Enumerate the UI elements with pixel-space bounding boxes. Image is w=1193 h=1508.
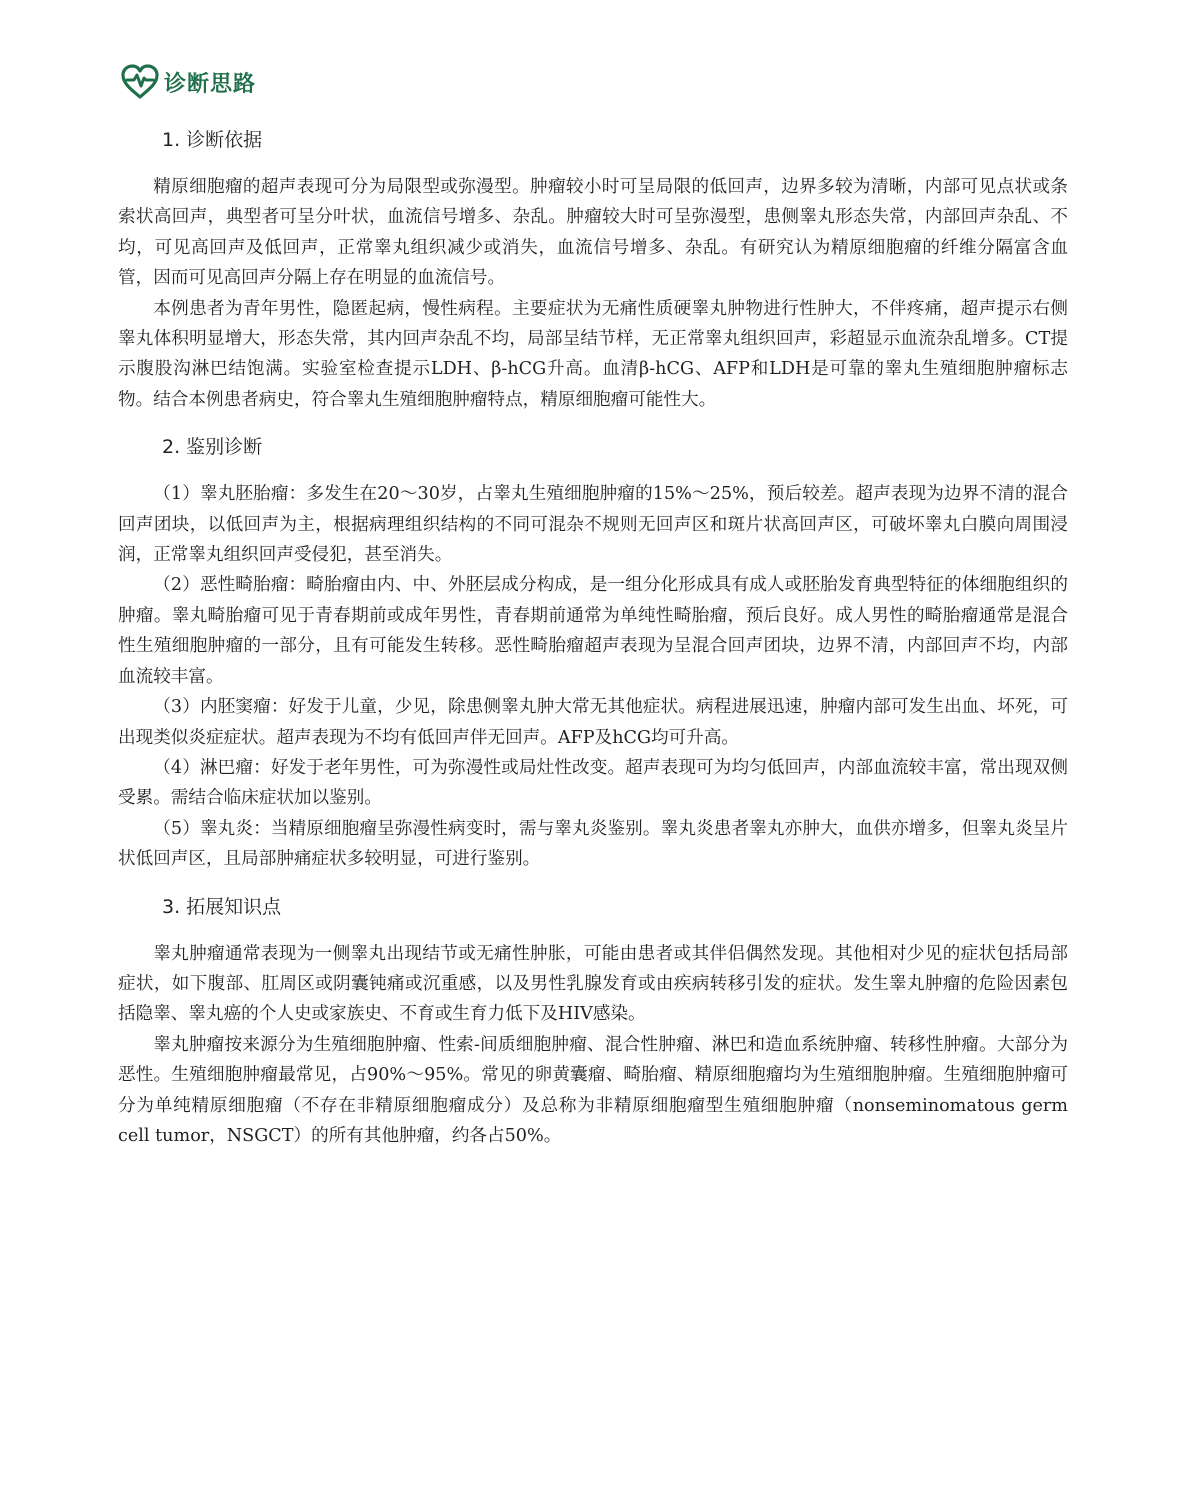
paragraph: 本例患者为青年男性，隐匿起病，慢性病程。主要症状为无痛性质硬睾丸肿物进行性肿大，不伴疼痛，超声提示右侧睾丸体积明显增大，形态失常，其内回声杂乱不均，局部呈结节样，无正常睾丸组织回声，彩超显示血流杂乱增多。CT提示腹股沟淋巴结饱满。实验室检查提示LDH、β-hCG升高。血清β-hCG、AFP和LDH是可靠的睾丸生殖细胞肿瘤标志物。结合本例患者病史，符合睾丸生殖细胞肿瘤特点，精原细胞瘤可能性大。 — [118, 298, 1068, 410]
page-title: 诊断思路 — [164, 71, 257, 97]
paragraph: （3）内胚窦瘤：好发于儿童，少见，除患侧睾丸肿大常无其他症状。病程进展迅速，肿瘤内部可发生出血、坏死，可出现类似炎症症状。超声表现为不均有低回声伴无回声。AFP及hCG均可升高。 — [118, 697, 1068, 748]
page-header — [120, 62, 256, 102]
paragraph: （1）睾丸胚胎瘤：多发生在20～30岁，占睾丸生殖细胞肿瘤的15%～25%，预后较差。超声表现为边界不清的混合回声团块，以低回声为主，根据病理组织结构的不同可混杂不规则无回声区和斑片状高回声区，可破坏睾丸白膜向周围浸润，正常睾丸组织回声受侵犯，甚至消失。 — [118, 484, 1068, 566]
paragraph: （2）恶性畸胎瘤：畸胎瘤由内、中、外胚层成分构成，是一组分化形成具有成人或胚胎发育典型特征的体细胞组织的肿瘤。睾丸畸胎瘤可见于青春期前或成年男性，青春期前通常为单纯性畸胎瘤，预后良好。成人男性的畸胎瘤通常是混合性生殖细胞肿瘤的一部分，且有可能发生转移。恶性畸胎瘤超声表现为呈混合回声团块，边界不清，内部回声不均，内部血流较丰富。 — [118, 575, 1068, 687]
paragraph: 精原细胞瘤的超声表现可分为局限型或弥漫型。肿瘤较小时可呈局限的低回声，边界多较为清晰，内部可见点状或条索状高回声，典型者可呈分叶状，血流信号增多、杂乱。肿瘤较大时可呈弥漫型，患侧睾丸形态失常，内部回声杂乱、不均，可见高回声及低回声，正常睾丸组织减少或消失，血流信号增多、杂乱。有研究认为精原细胞瘤的纤维分隔富含血管，因而可见高回声分隔上存在明显的血流信号。 — [118, 177, 1068, 289]
section-heading: 3. 拓展知识点 — [162, 895, 282, 918]
document-body — [118, 118, 1068, 1161]
paragraph: （5）睾丸炎：当精原细胞瘤呈弥漫性病变时，需与睾丸炎鉴别。睾丸炎患者睾丸亦肿大，血供亦增多，但睾丸炎呈片状低回声区，且局部肿痛症状多较明显，可进行鉴别。 — [118, 818, 1068, 870]
paragraph: 睾丸肿瘤通常表现为一侧睾丸出现结节或无痛性肿胀，可能由患者或其伴侣偶然发现。其他相对少见的症状包括局部症状，如下腹部、肛周区或阴囊钝痛或沉重感，以及男性乳腺发育或由疾病转移引发的症状。发生睾丸肿瘤的危险因素包括隐睾、睾丸癌的个人史或家族史、不育或生育力低下及HIV感染。 — [118, 943, 1068, 1025]
section-extended-knowledge — [118, 885, 1068, 1152]
paragraph: 睾丸肿瘤按来源分为生殖细胞肿瘤、性索-间质细胞肿瘤、混合性肿瘤、淋巴和造血系统肿瘤、转移性肿瘤。大部分为恶性。生殖细胞肿瘤最常见，占90%～95%。常见的卵黄囊瘤、畸胎瘤、精原细胞瘤均为生殖细胞肿瘤。生殖细胞肿瘤可分为单纯精原细胞瘤（不存在非精原细胞瘤成分）及总称为非精原细胞瘤型生殖细胞肿瘤（nonseminomatous germ cell tumor，NSGCT）的所有其他肿瘤，约各占50%。 — [118, 1034, 1068, 1146]
section-heading: 2. 鉴别诊断 — [162, 436, 263, 459]
section-differential-diagnosis — [118, 425, 1068, 874]
heart-pulse-icon — [120, 64, 160, 100]
paragraph: （4）淋巴瘤：好发于老年男性，可为弥漫性或局灶性改变。超声表现可为均匀低回声，内部血流较丰富，常出现双侧受累。需结合临床症状加以鉴别。 — [118, 757, 1068, 809]
section-diagnosis-basis — [118, 118, 1068, 415]
section-heading: 1. 诊断依据 — [162, 129, 263, 151]
